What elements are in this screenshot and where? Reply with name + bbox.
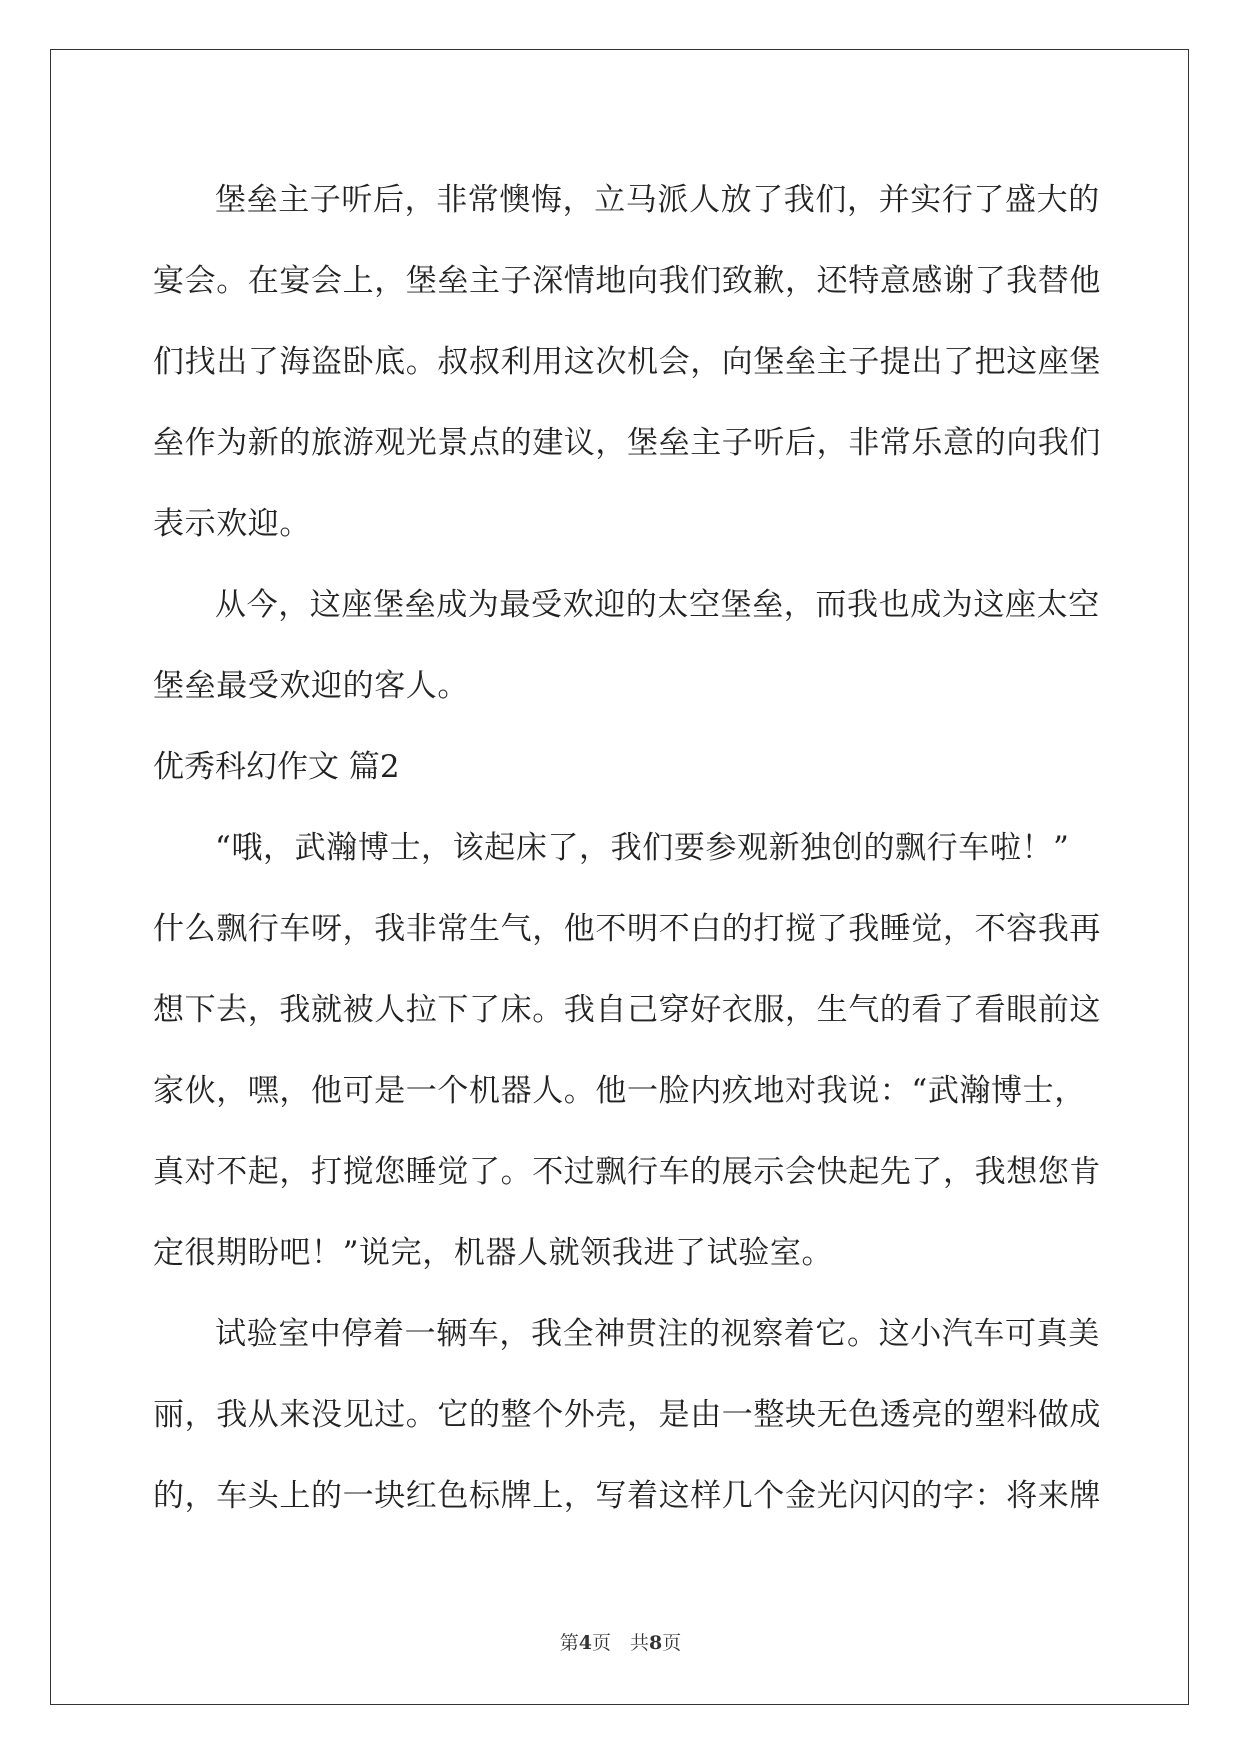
page-suffix: 页 bbox=[662, 1632, 682, 1654]
text-line: 真对不起，打搅您睡觉了。不过飘行车的展示会快起先了，我想您肯 bbox=[153, 1154, 1101, 1190]
text-line: 定很期盼吧！”说完，机器人就领我进了试验室。 bbox=[153, 1235, 834, 1271]
text-line: 垒作为新的旅游观光景点的建议，堡垒主子听后，非常乐意的向我们 bbox=[153, 425, 1101, 461]
section-heading: 优秀科幻作文 篇2 bbox=[153, 749, 400, 785]
text-line: 堡垒最受欢迎的客人。 bbox=[153, 668, 469, 704]
text-line: 家伙，嘿，他可是一个机器人。他一脸内疚地对我说：“武瀚博士， bbox=[153, 1073, 1086, 1109]
page-footer bbox=[0, 1628, 1241, 1655]
text-line: 的，车头上的一块红色标牌上，写着这样几个金光闪闪的字：将来牌 bbox=[153, 1478, 1101, 1514]
page-mid: 页 共 bbox=[591, 1632, 649, 1654]
text-line: 从今，这座堡垒成为最受欢迎的太空堡垒，而我也成为这座太空 bbox=[215, 587, 1100, 623]
text-line: “哦，武瀚博士，该起床了，我们要参观新独创的飘行车啦！” bbox=[215, 830, 1070, 866]
paragraph-2 bbox=[153, 565, 1100, 727]
text-line: 想下去，我就被人拉下了床。我自己穿好衣服，生气的看了看眼前这 bbox=[153, 992, 1101, 1028]
text-line: 表示欢迎。 bbox=[153, 506, 311, 542]
total-page-number: 8 bbox=[649, 1632, 663, 1654]
paragraph-3 bbox=[153, 808, 1101, 1294]
text-line: 堡垒主子听后，非常懊悔，立马派人放了我们，并实行了盛大的 bbox=[215, 182, 1100, 218]
document-body bbox=[153, 160, 1101, 1537]
text-line: 宴会。在宴会上，堡垒主子深情地向我们致歉，还特意感谢了我替他 bbox=[153, 263, 1101, 299]
page-prefix: 第 bbox=[559, 1632, 579, 1654]
paragraph-4 bbox=[153, 1294, 1101, 1537]
text-line: 什么飘行车呀，我非常生气，他不明不白的打搅了我睡觉，不容我再 bbox=[153, 911, 1101, 947]
paragraph-1 bbox=[153, 160, 1101, 565]
text-line: 试验室中停着一辆车，我全神贯注的视察着它。这小汽车可真美 bbox=[215, 1316, 1100, 1352]
current-page-number: 4 bbox=[578, 1632, 592, 1654]
text-line: 丽，我从来没见过。它的整个外壳，是由一整块无色透亮的塑料做成 bbox=[153, 1397, 1101, 1433]
text-line: 们找出了海盗卧底。叔叔利用这次机会，向堡垒主子提出了把这座堡 bbox=[153, 344, 1101, 380]
